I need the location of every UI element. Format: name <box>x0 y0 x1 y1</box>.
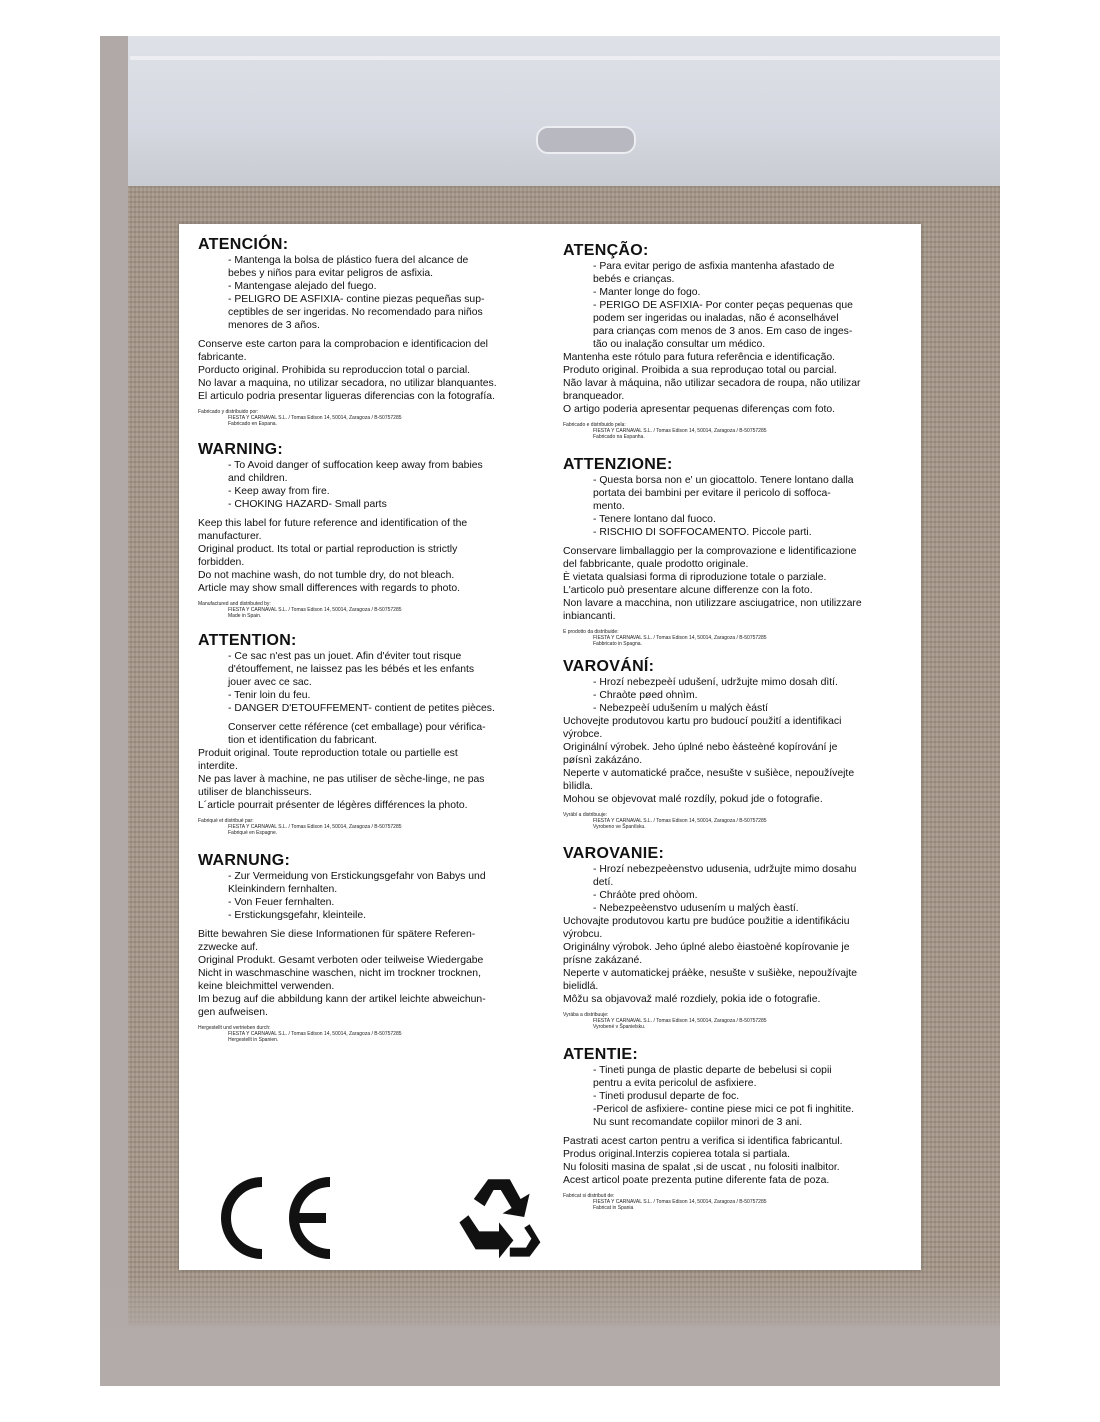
paragraph-list <box>563 715 908 806</box>
paragraph: È vietata qualsiasi forma di riproduzione totale o parziale. <box>563 572 827 583</box>
paragraph: Do not machine wash, do not tumble dry, do not bleach. <box>198 570 455 581</box>
bullet-list <box>228 650 543 747</box>
paragraph: No lavar a maquina, no utilizar secadora, no utilizar blanquantes. <box>198 378 497 389</box>
warning-section-it <box>563 456 908 647</box>
bullet-list <box>593 474 908 539</box>
bullet-list <box>593 1064 908 1129</box>
maker-origin: Fabriqué en Espagne. <box>228 830 278 836</box>
paragraph-list <box>563 1135 908 1187</box>
bullet-item: - PELIGRO DE ASFIXIA- contine piezas pequeñas sup- ceptibles de ser ingeridas. No recomendado para niños menores de 3 años. <box>228 294 485 331</box>
manufacturer-info <box>198 601 543 619</box>
warning-section-sk <box>563 845 908 1030</box>
manufacturer-info <box>563 1193 908 1211</box>
section-heading: ATENTIE: <box>563 1046 638 1063</box>
bullet-item: - Hrozí nebezpeèí udušení, udržujte mimo dosah dìtí. <box>593 677 838 688</box>
section-heading: WARNING: <box>198 441 284 458</box>
paragraph-list <box>563 545 908 623</box>
manufacturer-info <box>198 1025 543 1043</box>
maker-origin: Vyrobeno ve Španìlsku. <box>593 824 646 830</box>
bullet-item: - Questa borsa non e' un giocattolo. Tenere lontano dalla portata dei bambini per evitare il pericolo di soffoca- mento. <box>593 475 854 512</box>
paragraph: Acest articol poate prezenta putine diferente fata de poza. <box>563 1175 830 1186</box>
bag-seal-strip <box>130 56 1000 60</box>
paragraph-list <box>198 747 543 812</box>
maker-title: Fabricat si distribuit de: <box>563 1193 615 1199</box>
ce-mark-icon <box>218 1174 336 1262</box>
bullet-item: - Manter longe do fogo. <box>593 287 701 298</box>
paragraph: Originálny výrobok. Jeho úplné alebo èiastoèné kopírovanie je prísne zakázané. <box>563 942 850 966</box>
paragraph: Originální výrobek. Jeho úplné nebo èásteèné kopírování je pøísnì zakázáno. <box>563 742 838 766</box>
bullet-list <box>593 260 908 351</box>
bullet-item: - Para evitar perigo de asfixia mantenha afastado de bebés e crianças. <box>593 261 835 285</box>
paragraph-list <box>198 517 543 595</box>
maker-origin: Fabricat in Spania <box>593 1205 634 1211</box>
maker-origin: Made in Spain. <box>228 613 262 619</box>
manufacturer-info <box>198 818 543 836</box>
paragraph: Uchovajte produtovou kartu pre budúce použitie a identifikáciu výrobcu. <box>563 916 850 940</box>
warning-section-en <box>198 441 543 619</box>
maker-address: FIESTA Y CARNAVAL S.L. / Tomas Edison 14, 50014, Zaragoza / B-50757285 <box>593 1199 767 1205</box>
paragraph-list <box>198 928 543 1019</box>
bullet-item: - Mantenga la bolsa de plástico fuera del alcance de bebes y niños para evitar peligros de asfixia. <box>228 255 469 279</box>
maker-title: Fabriqué et distribué par: <box>198 818 254 824</box>
bullet-item: - DANGER D'ETOUFFEMENT- contient de petites pièces. <box>228 703 495 714</box>
section-heading: ATTENZIONE: <box>563 456 673 473</box>
bullet-item: - Chraòte pøed ohnìm. <box>593 690 698 701</box>
maker-origin: Vyrobené v Španielsku. <box>593 1024 646 1030</box>
warning-section-fr <box>198 632 543 836</box>
paragraph: Pastrati acest carton pentru a verifica si identifica fabricantul. <box>563 1136 843 1147</box>
maker-address: FIESTA Y CARNAVAL S.L. / Tomas Edison 14, 50014, Zaragoza / B-50757285 <box>593 1018 767 1024</box>
plastic-bottom-edge <box>100 1276 1000 1386</box>
bullet-item: - Chráòte pred ohòom. <box>593 890 698 901</box>
bullet-item: - Tineti punga de plastic departe de bebelusi si copii pentru a evita pericolul de asfixiere. <box>593 1065 832 1089</box>
section-heading: ATTENTION: <box>198 632 297 649</box>
maker-address: FIESTA Y CARNAVAL S.L. / Tomas Edison 14, 50014, Zaragoza / B-50757285 <box>593 818 767 824</box>
bullet-item: - Keep away from fire. <box>228 486 330 497</box>
maker-address: FIESTA Y CARNAVAL S.L. / Tomas Edison 14, 50014, Zaragoza / B-50757285 <box>228 824 402 830</box>
paragraph: Produto original. Proibida a sua reproduçao total ou parcial. <box>563 365 837 376</box>
bullet-item: - Tenir loin du feu. <box>228 690 311 701</box>
bullet-list <box>593 676 908 715</box>
paragraph: Neperte v automatické pračce, nesušte v sušièce, nepoužívejte bìlidla. <box>563 768 855 792</box>
paragraph: Não lavar à máquina, não utilizar secadora de roupa, não utilizar branqueador. <box>563 378 861 402</box>
paragraph: Article may show small differences with regards to photo. <box>198 583 460 594</box>
paragraph: L'articolo può presentare alcune differenze con la foto. <box>563 585 813 596</box>
manufacturer-info <box>563 1012 908 1030</box>
paragraph: Produit original. Toute reproduction totale ou partielle est interdite. <box>198 748 458 772</box>
manufacturer-info <box>563 812 908 830</box>
paragraph: Conservare limballaggio per la comprovazione e lidentificazione del fabbricante, quale prodotto originale. <box>563 546 857 570</box>
paragraph-list <box>563 351 908 416</box>
bullet-item: Conserver cette référence (cet emballage) pour vérifica- tion et identification du fabricant. <box>228 722 486 746</box>
maker-origin: Fabricado na Espanha. <box>593 434 645 440</box>
maker-origin: Fabbricato in Spagna. <box>593 641 642 647</box>
maker-title: Fabricado y distribuido por: <box>198 409 259 415</box>
paragraph: L´article pourrait présenter de légères différences la photo. <box>198 800 468 811</box>
maker-title: Vyrába a distribuuje: <box>563 1012 609 1018</box>
paragraph: Porducto original. Prohibida su reproduccion total o parcial. <box>198 365 471 376</box>
bullet-item: - PERIGO DE ASFIXIA- Por conter peças pequenas que podem ser ingeridas ou inaladas, não é aconselhável para crianças com menos de 3 anos. Em caso de inges- tão ou inalação consultar um médico. <box>593 300 853 350</box>
maker-origin: Hergestellt in Spanien. <box>228 1037 279 1043</box>
paragraph: Conserve este carton para la comprobacion e identificacion del fabricante. <box>198 339 488 363</box>
paragraph: Produs original.Interzis copierea totala si partiala. <box>563 1149 790 1160</box>
bullet-item: - Tenere lontano dal fuoco. <box>593 514 716 525</box>
bullet-list <box>228 254 543 332</box>
bullet-item: - Mantengase alejado del fuego. <box>228 281 377 292</box>
bullet-item: - RISCHIO DI SOFFOCAMENTO. Piccole parti. <box>593 527 812 538</box>
maker-address: FIESTA Y CARNAVAL S.L. / Tomas Edison 14, 50014, Zaragoza / B-50757285 <box>228 415 402 421</box>
bullet-list <box>228 459 543 511</box>
paragraph: Nu folositi masina de spalat ,si de uscat , nu folositi inalbitor. <box>563 1162 840 1173</box>
paragraph-list <box>198 338 543 403</box>
section-heading: WARNUNG: <box>198 852 291 869</box>
maker-title: Hergestellt und vertrieben durch: <box>198 1025 271 1031</box>
bullet-item: - To Avoid danger of suffocation keep away from babies and children. <box>228 460 483 484</box>
bullet-list <box>593 863 908 915</box>
manufacturer-info <box>198 409 543 427</box>
warning-section-es <box>198 236 543 427</box>
maker-address: FIESTA Y CARNAVAL S.L. / Tomas Edison 14, 50014, Zaragoza / B-50757285 <box>593 428 767 434</box>
hang-hole <box>536 126 636 154</box>
bullet-item: - CHOKING HAZARD- Small parts <box>228 499 387 510</box>
bullet-item: - Von Feuer fernhalten. <box>228 897 335 908</box>
paragraph: Original Produkt. Gesamt verboten oder teilweise Wiedergabe <box>198 955 484 966</box>
bullet-item: - Tineti produsul departe de foc. <box>593 1091 740 1102</box>
section-heading: VAROVANIE: <box>563 845 665 862</box>
maker-title: Manufactured and distributed by: <box>198 601 271 607</box>
paragraph: Non lavare a macchina, non utilizzare asciugatrice, non utilizzare inbiancanti. <box>563 598 862 622</box>
paragraph: Bitte bewahren Sie diese Informationen für spätere Referen- zzwecke auf. <box>198 929 476 953</box>
maker-origin: Fabricado en Espana. <box>228 421 277 427</box>
paragraph: Neperte v automatickej práèke, nesušte v sušièke, nepoužívajte bielidlá. <box>563 968 857 992</box>
paragraph: Mohou se objevovat malé rozdíly, pokud jde o fotografie. <box>563 794 823 805</box>
bullet-item: - Nebezpeèí udušením u malých èástí <box>593 703 769 714</box>
recycle-icon <box>452 1172 546 1262</box>
paragraph: Original product. Its total or partial reproduction is strictly forbidden. <box>198 544 458 568</box>
paragraph: Uchovejte produtovou kartu pro budoucí použití a identifikaci výrobce. <box>563 716 842 740</box>
section-heading: ATENCIÓN: <box>198 236 289 253</box>
maker-address: FIESTA Y CARNAVAL S.L. / Tomas Edison 14, 50014, Zaragoza / B-50757285 <box>228 607 402 613</box>
bullet-item: - Hrozí nebezpeèenstvo udusenia, udržujte mimo dosahu detí. <box>593 864 857 888</box>
maker-address: FIESTA Y CARNAVAL S.L. / Tomas Edison 14, 50014, Zaragoza / B-50757285 <box>593 635 767 641</box>
bullet-item: - Ce sac n'est pas un jouet. Afin d'éviter tout risque d'étouffement, ne laissez pas les bébés et les enfants jouer avec ce sac. <box>228 651 475 688</box>
paragraph: Môžu sa objavovaž malé rozdiely, pokia ide o fotografie. <box>563 994 821 1005</box>
warning-label-card <box>179 224 921 1270</box>
manufacturer-info <box>563 422 908 440</box>
paragraph: Ne pas laver à machine, ne pas utiliser de sèche-linge, ne pas utiliser de blanchisseurs. <box>198 774 485 798</box>
manufacturer-info <box>563 629 908 647</box>
bullet-item: - Zur Vermeidung von Erstickungsgefahr von Babys und Kleinkindern fernhalten. <box>228 871 486 895</box>
paragraph: El articulo podria presentar ligueras diferencias con la fotografía. <box>198 391 495 402</box>
bullet-item: - Erstickungsgefahr, kleinteile. <box>228 910 367 921</box>
paragraph: O artigo poderia apresentar pequenas diferenças com foto. <box>563 404 836 415</box>
warning-section-de <box>198 852 543 1043</box>
paragraph: Mantenha este rótulo para futura referência e identificação. <box>563 352 836 363</box>
maker-title: Vyrábí a distribuuje: <box>563 812 608 818</box>
section-heading: ATENÇÃO: <box>563 242 649 259</box>
maker-address: FIESTA Y CARNAVAL S.L. / Tomas Edison 14, 50014, Zaragoza / B-50757285 <box>228 1031 402 1037</box>
bullet-list <box>228 870 543 922</box>
bullet-item: -Pericol de asfixiere- contine piese mici ce pot fi inghitite. Nu sunt recomandate copiilor minori de 3 ani. <box>593 1104 855 1128</box>
maker-title: Fabricado e distribuido pela: <box>563 422 626 428</box>
paragraph: Keep this label for future reference and identification of the manufacturer. <box>198 518 468 542</box>
maker-title: E prodotto da distribuide: <box>563 629 619 635</box>
warning-section-ro <box>563 1046 908 1211</box>
warning-section-pt <box>563 242 908 440</box>
paragraph-list <box>563 915 908 1006</box>
bullet-item: - Nebezpeèenstvo udusením u malých èastí. <box>593 903 799 914</box>
paragraph: Im bezug auf die abbildung kann der artikel leichte abweichun- gen aufweisen. <box>198 994 486 1018</box>
section-heading: VAROVÁNÍ: <box>563 658 655 675</box>
warning-section-cs <box>563 658 908 830</box>
paragraph: Nicht in waschmaschine waschen, nicht im trockner trocknen, keine bleichmittel verwenden. <box>198 968 481 992</box>
